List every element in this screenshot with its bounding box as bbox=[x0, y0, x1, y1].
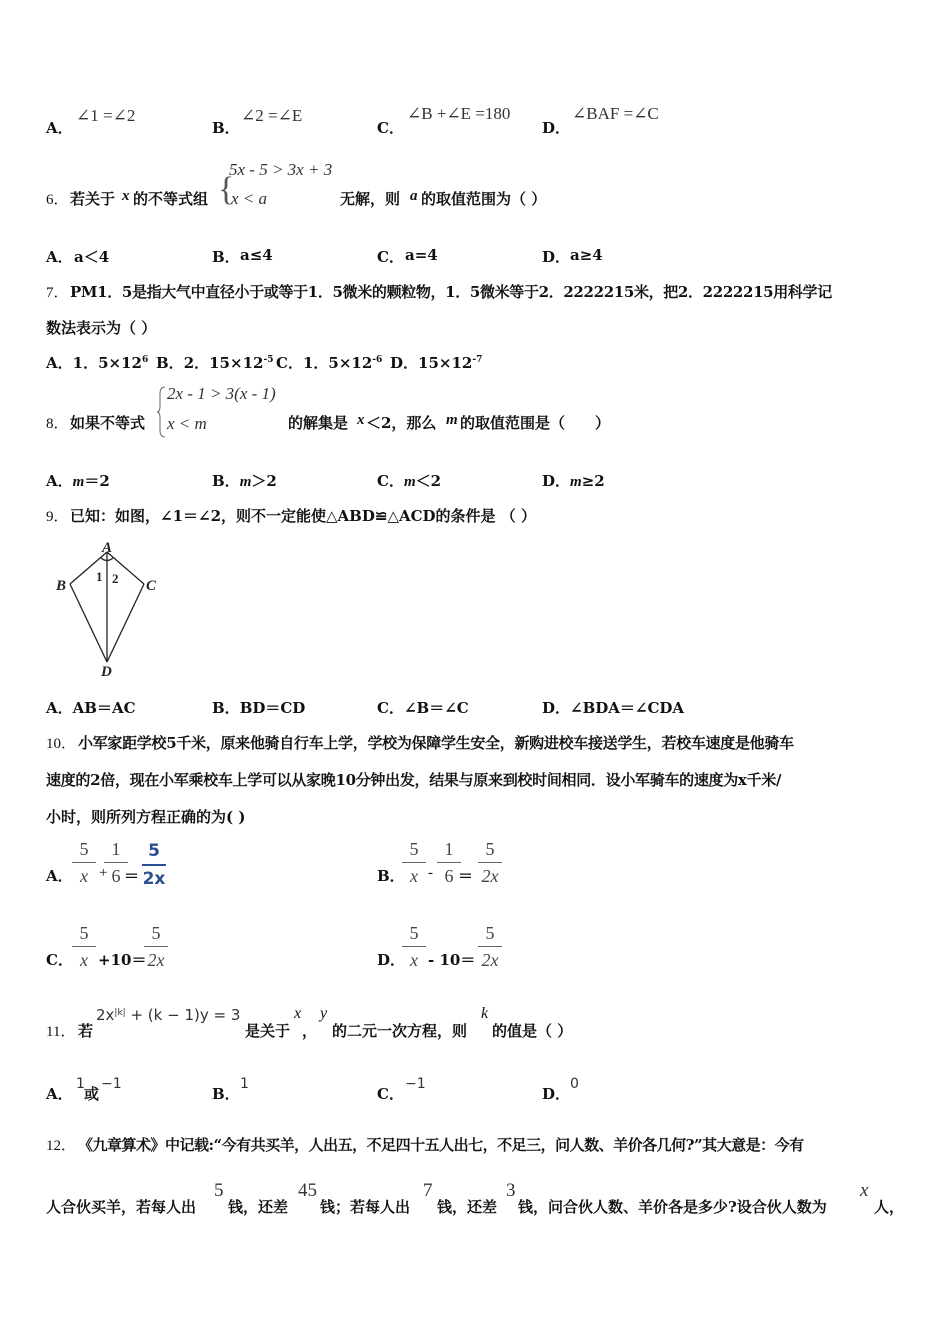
q6-text-before: 若关于 bbox=[70, 190, 116, 208]
q6-option-a-label: A． bbox=[46, 248, 73, 266]
q9-angle-1: 1 bbox=[96, 569, 103, 584]
q10-c-frac3: 5 2x bbox=[144, 922, 168, 971]
q11-option-b-value: 1 bbox=[240, 1076, 249, 1092]
q10-a-op: + bbox=[99, 865, 108, 881]
q12-line1: 《九章算术》中记载:“今有共买羊，人出五，不足四十五人出七，不足三，问人数、羊价各几何?”其大意是：今有 bbox=[78, 1136, 804, 1154]
q7-option-a: A．1．$5\times 12^6$ bbox=[46, 354, 149, 372]
q10-option-a-label: A． bbox=[46, 867, 73, 885]
q8-var-m: m bbox=[446, 412, 458, 428]
q7-line1: PM1．5是指大气中直径小于或等于1．5微米的颗粒物，1．5微米等于2．2222215米，把2．2222215用科学记 bbox=[70, 283, 832, 301]
q12-seg6: 人， bbox=[874, 1198, 905, 1216]
q11-option-a-connector: 或 bbox=[84, 1085, 100, 1103]
q6-brace: { bbox=[218, 171, 235, 208]
q11-option-c-value: −1 bbox=[405, 1076, 426, 1092]
q8-text-after1: 的解集是 bbox=[288, 414, 349, 432]
q5-option-d-expr: ∠BAF =∠C bbox=[572, 104, 659, 123]
q8-brace bbox=[157, 386, 167, 438]
q10-c-frac1: 5 x bbox=[72, 922, 96, 971]
q10-b-frac1: 5 x bbox=[402, 838, 426, 887]
q6-var-x: x bbox=[122, 188, 130, 204]
q10-b-frac3: 5 2x bbox=[478, 838, 502, 887]
q5-option-b-label: B． bbox=[212, 119, 240, 137]
q9-option-b: B．BD＝CD bbox=[212, 699, 306, 717]
q7-option-c: C．1．$5\times 12^{-6}$ bbox=[276, 354, 383, 372]
q8-text-after3: 的取值范围是（ ） bbox=[460, 414, 611, 432]
q11-option-a-value2: −1 bbox=[101, 1076, 122, 1092]
q6-option-a-text: a＜4 bbox=[74, 248, 110, 266]
q6-sys-line2: x < a bbox=[231, 189, 268, 208]
q10-d-frac1: 5 x bbox=[402, 922, 426, 971]
q11-text-mid: 是关于 bbox=[245, 1022, 291, 1040]
q5-option-a-expr: ∠1 =∠2 bbox=[76, 106, 136, 125]
q10-line3: 小时，则所列方程正确的为( ) bbox=[46, 808, 246, 826]
q10-a-frac1: 5 x bbox=[72, 838, 96, 887]
q10-a-frac2: 1 6 bbox=[104, 838, 128, 887]
q10-c-op: +10＝ bbox=[98, 951, 147, 969]
q10-number: 10． bbox=[46, 736, 77, 752]
q11-var-k: k bbox=[481, 1005, 489, 1022]
q11-option-a-label: A． bbox=[46, 1085, 73, 1103]
q11-option-d-label: D． bbox=[542, 1085, 571, 1103]
q6-sys-line1: 5x - 5 > 3x + 3 bbox=[229, 160, 333, 179]
q12-seg5: 钱，问合伙人数、羊价各是多少?设合伙人数为 bbox=[518, 1198, 827, 1216]
q11-number: 11． bbox=[46, 1024, 76, 1040]
q12-seg4: 钱，还差 bbox=[437, 1198, 498, 1216]
q11-equation: $2x^{|k|} + (k - 1)y = 3$ bbox=[96, 1006, 241, 1024]
q8-number: 8． bbox=[46, 416, 69, 432]
q6-option-b-label: B． bbox=[212, 248, 240, 266]
q12-var-x: x bbox=[860, 1180, 869, 1201]
q5-option-a-label: A． bbox=[46, 119, 73, 137]
q12-seg2: 钱，还差 bbox=[228, 1198, 289, 1216]
q10-a-frac3: 5 2x bbox=[142, 841, 166, 889]
q9-label-a: A bbox=[102, 540, 113, 556]
q8-option-a: A．m＝2 bbox=[46, 472, 110, 490]
q9-label-d: D bbox=[101, 664, 112, 680]
q8-text-after2: ＜2，那么 bbox=[366, 414, 437, 432]
q9-angle-2: 2 bbox=[112, 571, 119, 586]
q8-option-c: C．m＜2 bbox=[377, 472, 442, 490]
q12-seg1: 人合伙买羊，若每人出 bbox=[46, 1198, 197, 1216]
q10-option-b-label: B． bbox=[377, 867, 405, 885]
q6-option-d-text: a≥4 bbox=[570, 246, 603, 264]
q8-sys-line2: x < m bbox=[167, 414, 207, 433]
q11-option-a-value: 1 bbox=[76, 1076, 85, 1092]
q8-sys-line1: 2x - 1 > 3(x - 1) bbox=[167, 384, 276, 403]
q8-cond-x: x bbox=[357, 412, 365, 428]
q9-number: 9． bbox=[46, 509, 69, 525]
q6-text-mid: 的不等式组 bbox=[133, 190, 209, 208]
q10-d-frac3: 5 2x bbox=[478, 922, 502, 971]
q12-seg3: 钱；若每人出 bbox=[320, 1198, 411, 1216]
q7-option-b: B．2．$15\times 12^{-5}$ bbox=[156, 354, 274, 372]
q11-text-after: 的值是（ ） bbox=[492, 1022, 573, 1040]
q6-text-after2: 的取值范围为（ ） bbox=[421, 190, 547, 208]
q6-text-after1: 无解，则 bbox=[340, 190, 401, 208]
q11-text-mid2: 的二元一次方程，则 bbox=[332, 1022, 468, 1040]
q6-option-c-text: a=4 bbox=[405, 246, 438, 264]
q10-line2: 速度的2倍，现在小军乘校车上学可以从家晚10分钟出发，结果与原来到校时间相同．设小军骑车的速度为x千米/ bbox=[46, 771, 782, 789]
q7-number: 7． bbox=[46, 285, 69, 301]
q9-label-b: B bbox=[56, 578, 67, 594]
q10-option-d-label: D． bbox=[377, 951, 406, 969]
q11-var-y: y bbox=[320, 1005, 328, 1022]
q11-option-c-label: C． bbox=[377, 1085, 404, 1103]
q12-n2: 45 bbox=[298, 1180, 317, 1201]
q11-var-x: x bbox=[294, 1005, 302, 1022]
q8-option-d: D．m≥2 bbox=[542, 472, 605, 490]
q7-option-d: D．$15\times 12^{-7}$ bbox=[390, 354, 483, 372]
q9-option-c: C．∠B＝∠C bbox=[377, 699, 469, 717]
q12-n4: 3 bbox=[506, 1180, 516, 1201]
q11-option-b-label: B． bbox=[212, 1085, 240, 1103]
q6-option-c-label: C． bbox=[377, 248, 404, 266]
q9-option-d: D．∠BDA＝∠CDA bbox=[542, 699, 685, 717]
q9-figure-kite bbox=[50, 538, 170, 680]
q10-b-frac2: 1 6 bbox=[437, 838, 461, 887]
q12-number: 12． bbox=[46, 1138, 77, 1154]
q10-a-eq: ＝ bbox=[124, 867, 140, 885]
q5-option-b-expr: ∠2 =∠E bbox=[241, 106, 303, 125]
q10-b-op: - bbox=[428, 865, 433, 881]
q11-comma: ， bbox=[302, 1022, 318, 1040]
q10-d-op: - 10＝ bbox=[428, 951, 476, 969]
q12-n3: 7 bbox=[423, 1180, 433, 1201]
q11-text-before: 若 bbox=[78, 1022, 94, 1040]
q8-text-before: 如果不等式 bbox=[70, 414, 146, 432]
q9-text: 已知：如图，∠1＝∠2，则不一定能使△ABD≌△ACD的条件是 （ ） bbox=[70, 507, 537, 525]
q9-label-c: C bbox=[146, 578, 157, 594]
q12-n1: 5 bbox=[214, 1180, 224, 1201]
q10-option-c-label: C． bbox=[46, 951, 73, 969]
q7-line2: 数法表示为（ ） bbox=[46, 319, 157, 337]
q8-option-b: B．m＞2 bbox=[212, 472, 277, 490]
q6-option-d-label: D． bbox=[542, 248, 571, 266]
q9-figure-lines bbox=[70, 552, 144, 662]
q5-option-d-label: D． bbox=[542, 119, 571, 137]
q6-var-a: a bbox=[410, 188, 418, 204]
q5-option-c-expr: ∠B +∠E =180 bbox=[407, 104, 511, 123]
q10-line1: 小军家距学校5千米，原来他骑自行车上学，学校为保障学生安全，新购进校车接送学生，若校车速度是他骑车 bbox=[78, 734, 794, 752]
q6-option-b-text: a≤4 bbox=[240, 246, 273, 264]
q6-number: 6． bbox=[46, 192, 69, 208]
q11-option-d-value: 0 bbox=[570, 1076, 579, 1092]
q9-option-a: A．AB＝AC bbox=[46, 699, 136, 717]
q10-b-eq: ＝ bbox=[458, 867, 474, 885]
q5-option-c-label: C． bbox=[377, 119, 404, 137]
